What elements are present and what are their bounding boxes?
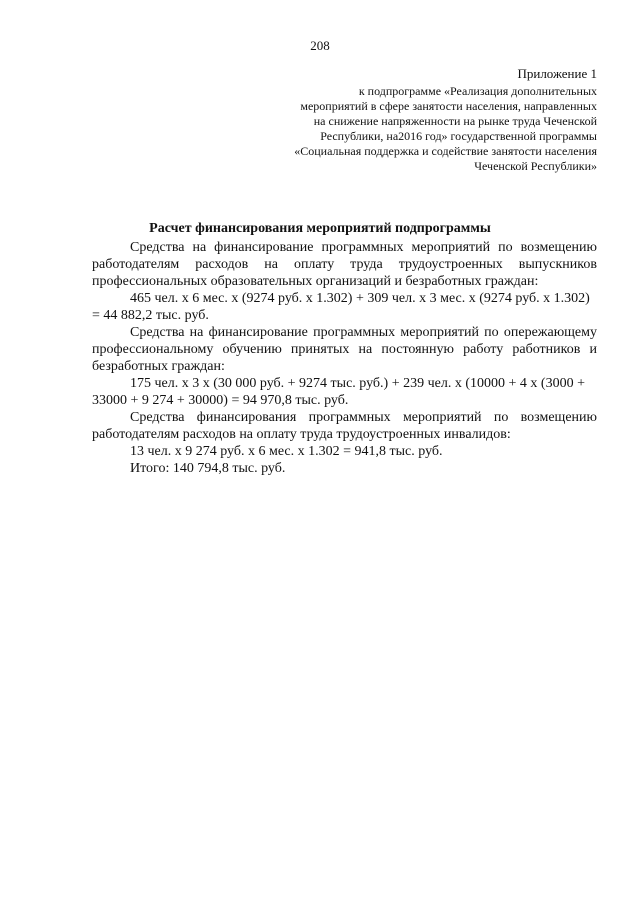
appendix-title: Приложение 1 bbox=[517, 66, 597, 81]
page-number: 208 bbox=[310, 38, 330, 53]
appendix-line: на снижение напряженности на рынке труда Чеченской bbox=[313, 114, 597, 128]
section-formula: 465 чел. х 6 мес. х (9274 руб. х 1.302) + 309 чел. х 3 мес. х (9274 руб. х 1.302) = 44 882,2 тыс. руб. bbox=[92, 291, 590, 323]
section-formula: 13 чел. х 9 274 руб. х 6 мес. х 1.302 = 941,8 тыс. руб. bbox=[130, 444, 443, 459]
section-text: Средства на финансирование программных мероприятий по опережающему профессиональному обучению принятых на постоянную работу работников и безработных граждан: bbox=[92, 325, 597, 374]
section-formula: 175 чел. х 3 х (30 000 руб. + 9274 тыс. руб.) + 239 чел. х (10000 + 4 х (3000 + 33000 + 9 274 + 30000) = 94 970,8 тыс. руб. bbox=[92, 376, 585, 408]
section-text: Средства на финансирование программных мероприятий по возмещению работодателям расходов на оплату труда трудоустроенных выпускников профессиональных образовательных организаций и безработных граждан: bbox=[92, 240, 597, 289]
appendix-line: мероприятий в сфере занятости населения, направленных bbox=[300, 99, 597, 113]
document-heading: Расчет финансирования мероприятий подпрограммы bbox=[149, 221, 491, 236]
total-line: Итого: 140 794,8 тыс. руб. bbox=[130, 461, 286, 476]
appendix-line: «Социальная поддержка и содействие занятости населения bbox=[294, 144, 597, 158]
appendix-line: к подпрограмме «Реализация дополнительных bbox=[358, 84, 597, 98]
appendix-block bbox=[237, 66, 597, 174]
appendix-line: Чеченской Республики» bbox=[474, 159, 597, 173]
appendix-line: Республики, на2016 год» государственной программы bbox=[320, 129, 597, 143]
section-text: Средства финансирования программных мероприятий по возмещению работодателям расходов на оплату труда трудоустроенных инвалидов: bbox=[92, 410, 597, 442]
document-body bbox=[92, 239, 597, 477]
